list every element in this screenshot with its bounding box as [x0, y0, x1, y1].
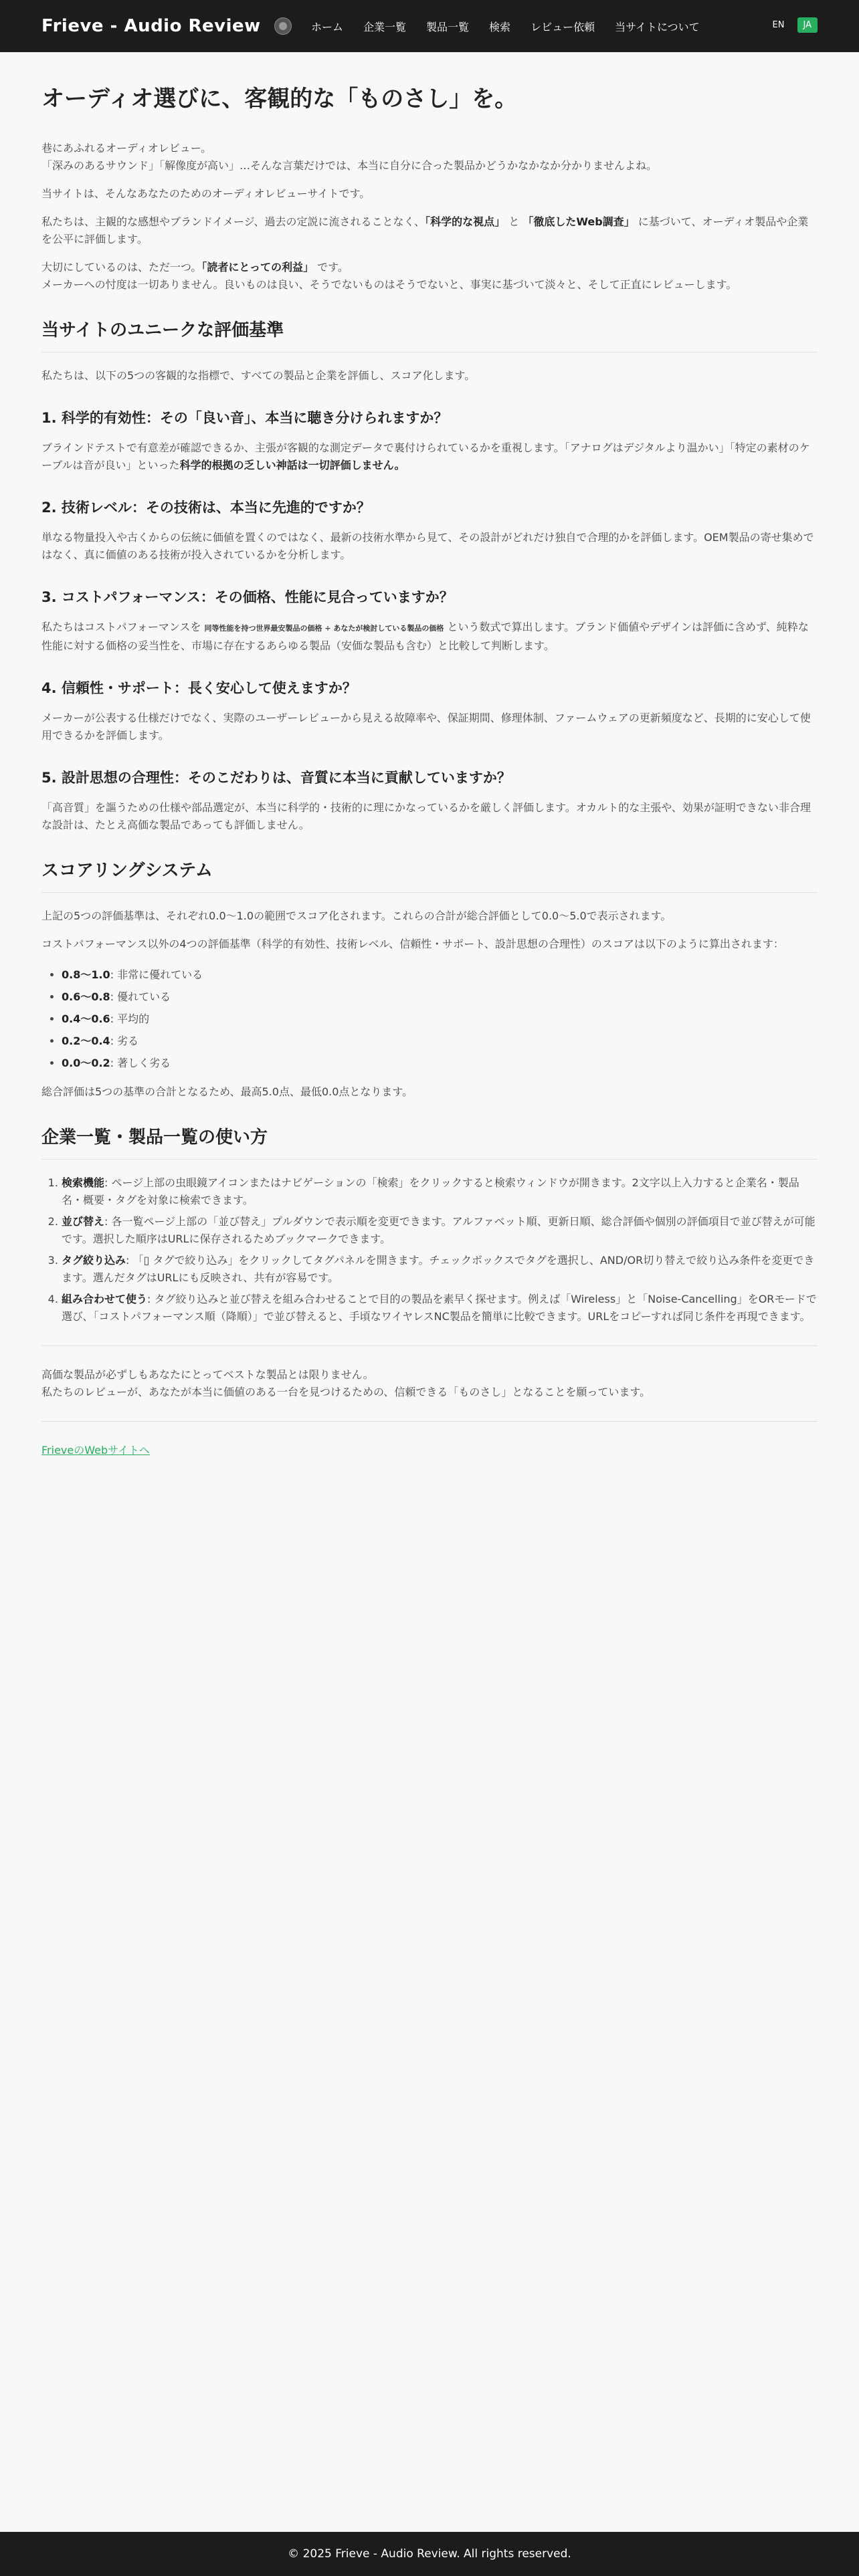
- criterion-text: という数式で算出します。ブランド価値やデザインは評価に含めず、純粋な性能に対する価格の妥当性を、市場に存在するあらゆる製品（安価な製品も含む）と比較して判断します。: [41, 621, 809, 652]
- usage-item-name: タグ絞り込み: [62, 1254, 126, 1267]
- divider: [41, 1421, 818, 1422]
- usage-list: [41, 1174, 818, 1325]
- list-item: [62, 986, 818, 1008]
- criterion-text: ブラインドテストで有意差が確認できるか、主張が客観的な測定データで裏付けられているかを重視します。「アナログはデジタルより温かい」「特定の素材のケーブルは音が良い」といった: [41, 441, 810, 471]
- language-switcher: [767, 17, 818, 33]
- intro-paragraph-4: [41, 259, 818, 294]
- closing-paragraph: [41, 1366, 818, 1401]
- list-item: [62, 1008, 818, 1030]
- criterion-2-text: 単なる物量投入や古くからの伝統に価値を置くのではなく、最新の技術水準から見て、その設計がどれだけ独自で合理的かを評価します。OEM製品の寄せ集めではなく、真に価値のある技術が投入されているかを分析します。: [41, 531, 814, 561]
- score-range: 0.2〜0.4: [62, 1035, 110, 1047]
- score-levels-list: [41, 964, 818, 1074]
- score-range: 0.6〜0.8: [62, 990, 110, 1003]
- main-nav: [311, 0, 720, 52]
- score-range: 0.8〜1.0: [62, 968, 110, 981]
- list-item: [62, 964, 818, 986]
- criterion-1-text: [41, 439, 818, 474]
- score-label: : 優れている: [110, 990, 171, 1003]
- criterion-text: 私たちはコストパフォーマンスを: [41, 621, 205, 633]
- criterion-1-heading: 1. 科学的有効性：その「良い音」、本当に聴き分けられますか？: [41, 410, 448, 426]
- intro-text: 「深みのあるサウンド」「解像度が高い」…そんな言葉だけでは、本当に自分に合った製品かどうかなかなか分かりませんよね。: [41, 159, 658, 172]
- usage-item-name: 並び替え: [62, 1215, 105, 1228]
- criteria-lead: 私たちは、以下の5つの客観的な指標で、すべての製品と企業を評価し、スコア化します。: [41, 369, 476, 382]
- nav-products[interactable]: 製品一覧: [426, 20, 470, 33]
- intro-paragraph-2: 当サイトは、そんなあなたのためのオーディオレビューサイトです。: [41, 187, 371, 200]
- usage-item-name: 検索機能: [62, 1176, 105, 1189]
- closing-text: 高価な製品が必ずしもあなたにとってベストな製品とは限りません。: [41, 1368, 374, 1381]
- list-item: [62, 1291, 818, 1325]
- main-content: [41, 52, 818, 1457]
- intro-text: 私たちは、主観的な感想やブランドイメージ、過去の定説に流されることなく、: [41, 215, 425, 228]
- scoring-paragraph-1: 上記の5つの評価基準は、それぞれ0.0〜1.0の範囲でスコア化されます。これらの合計が総合評価として0.0〜5.0で表示されます。: [41, 909, 672, 922]
- list-item: [62, 1052, 818, 1074]
- score-label: : 著しく劣る: [110, 1057, 171, 1069]
- scoring-heading: スコアリングシステム: [41, 857, 818, 893]
- intro-text: 巷にあふれるオーディオレビュー。: [41, 142, 212, 154]
- nav-companies[interactable]: 企業一覧: [363, 20, 407, 33]
- intro-text: メーカーへの忖度は一切ありません。良いものは良い、そうでないものはそうでないと、事実に基づいて淡々と、そして正直にレビューします。: [41, 278, 737, 291]
- score-label: : 平均的: [110, 1012, 150, 1025]
- usage-item-text: : 「▯ タグで絞り込み」をクリックしてタグパネルを開きます。チェックボックスでタグを選択し、AND/OR切り替えで絞り込み条件を変更できます。選んだタグはURLにも反映され、共有が容易です。: [62, 1254, 815, 1284]
- intro-emphasis: 「科学的な視点」: [425, 215, 506, 228]
- nav-search[interactable]: 検索: [489, 20, 511, 33]
- cost-performance-formula: 同等性能を持つ世界最安製品の価格 ÷ あなたが検討している製品の価格: [204, 624, 444, 633]
- list-item: [62, 1252, 818, 1287]
- score-range: 0.4〜0.6: [62, 1012, 110, 1025]
- criterion-2-heading: 2. 技術レベル：その技術は、本当に先進的ですか？: [41, 500, 371, 516]
- scoring-paragraph-3: 総合評価は5つの基準の合計となるため、最高5.0点、最低0.0点となります。: [41, 1085, 413, 1098]
- score-range: 0.0〜0.2: [62, 1057, 110, 1069]
- list-item: [62, 1213, 818, 1248]
- intro-emphasis: 「徹底したWeb調査」: [522, 215, 635, 228]
- criterion-5-text: 「高音質」を謳うための仕様や部品選定が、本当に科学的・技術的に理にかなっているかを厳しく評価します。オカルト的な主張や、効果が証明できない非合理な設計は、たとえ高価な製品であっても評価しません。: [41, 801, 811, 831]
- nav-home[interactable]: ホーム: [311, 20, 344, 33]
- brand-name[interactable]: Frieve - Audio Review: [41, 16, 261, 36]
- frieve-website-link[interactable]: FrieveのWebサイトへ: [41, 1444, 150, 1457]
- intro-text: と: [505, 215, 523, 228]
- criterion-emphasis: 科学的根拠の乏しい神話は一切評価しません。: [179, 459, 405, 471]
- intro-paragraph-3: [41, 213, 818, 248]
- list-item: [62, 1030, 818, 1052]
- intro-text: に基づいて、オーディオ製品や企業を公平に評価します。: [41, 215, 809, 245]
- intro-emphasis: 「読者にとっての利益」: [201, 261, 314, 274]
- nav-about[interactable]: 当サイトについて: [615, 20, 700, 33]
- criterion-4-text: メーカーが公表する仕様だけでなく、実際のユーザーレビューから見える故障率や、保証期間、修理体制、ファームウェアの更新頻度など、長期的に安心して使用できるかを評価します。: [41, 712, 811, 742]
- top-navbar: [0, 0, 859, 52]
- score-label: : 非常に優れている: [110, 968, 203, 981]
- criterion-3-text: [41, 619, 818, 655]
- intro-text: です。: [314, 261, 349, 274]
- list-item: [62, 1174, 818, 1209]
- usage-item-text: : 各一覧ページ上部の「並び替え」プルダウンで表示順を変更できます。アルファベット順、更新日順、総合評価や個別の評価項目で並び替えが可能です。選択した順序はURLに保存されるためブックマークできます。: [62, 1215, 816, 1245]
- usage-item-text: : タグ絞り込みと並び替えを組み合わせることで目的の製品を素早く探せます。例えば「Wireless」と「Noise-Cancelling」をORモードで選び、「コストパフォーマンス順（降順）」で並び替えると、手頃なワイヤレスNC製品を簡単に比較できます。URLをコピーすれば同じ条件を再現できます。: [62, 1293, 817, 1323]
- usage-item-name: 組み合わせて使う: [62, 1293, 148, 1305]
- intro-text: 大切にしているのは、ただ一つ。: [41, 261, 202, 274]
- criterion-4-heading: 4. 信頼性・サポート：長く安心して使えますか？: [41, 680, 357, 696]
- lang-ja-button[interactable]: JA: [797, 17, 818, 33]
- brand[interactable]: [41, 0, 292, 52]
- lang-en-button[interactable]: EN: [772, 20, 785, 30]
- footer: [0, 2532, 859, 2576]
- nav-review-request[interactable]: レビュー依頼: [531, 20, 595, 33]
- closing-text: 私たちのレビューが、あなたが本当に価値のある一台を見つけるための、信頼できる「ものさし」となることを願っています。: [41, 1386, 651, 1398]
- brand-logo-icon: [274, 17, 292, 35]
- copyright-text: © 2025 Frieve - Audio Review. All rights reserved.: [288, 2547, 571, 2561]
- page-title: オーディオ選びに、客観的な「ものさし」を。: [41, 86, 518, 112]
- scoring-paragraph-2: コストパフォーマンス以外の4つの評価基準（科学的有効性、技術レベル、信頼性・サポート、設計思想の合理性）のスコアは以下のように算出されます：: [41, 938, 784, 950]
- usage-heading: 企業一覧・製品一覧の使い方: [41, 1123, 818, 1160]
- criterion-5-heading: 5. 設計思想の合理性：そのこだわりは、音質に本当に貢献していますか？: [41, 770, 511, 786]
- criterion-3-heading: 3. コストパフォーマンス：その価格、性能に見合っていますか？: [41, 589, 454, 605]
- score-label: : 劣る: [110, 1035, 139, 1047]
- usage-item-text: : ページ上部の虫眼鏡アイコンまたはナビゲーションの「検索」をクリックすると検索ウィンドウが開きます。2文字以上入力すると企業名・製品名・概要・タグを対象に検索できます。: [62, 1176, 799, 1206]
- criteria-heading: 当サイトのユニークな評価基準: [41, 316, 818, 352]
- intro-paragraph-1: [41, 140, 818, 175]
